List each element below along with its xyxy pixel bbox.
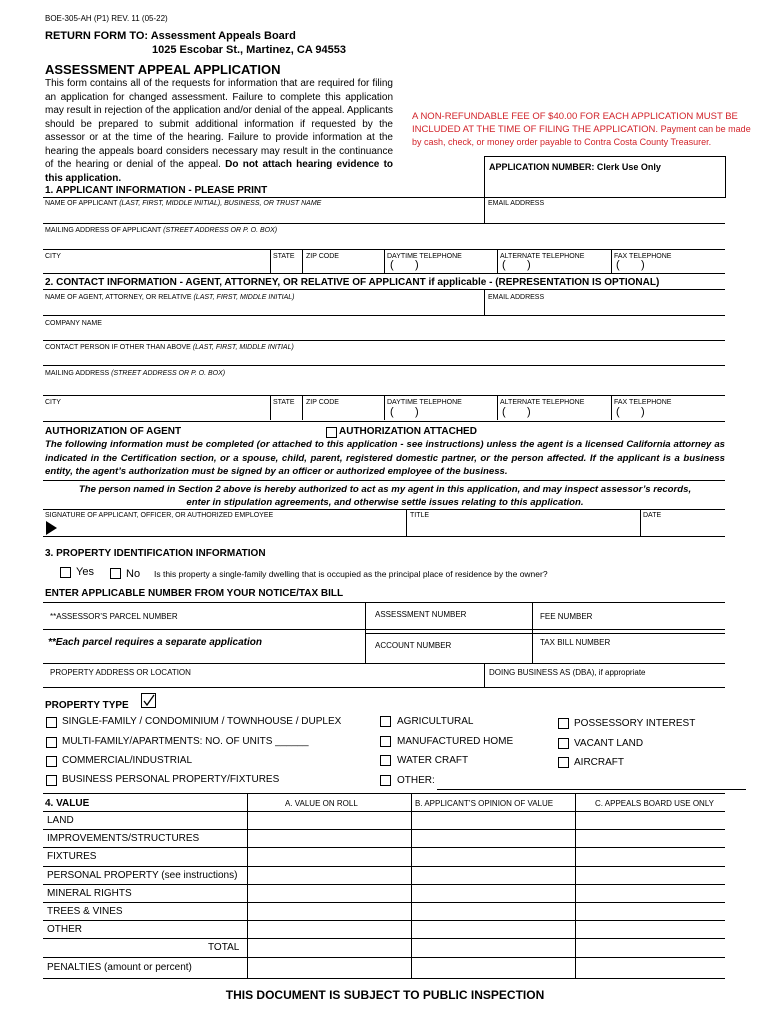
applicant-zip-label: ZIP CODE [306, 253, 339, 260]
applicant-name-label: NAME OF APPLICANT (LAST, FIRST, MIDDLE INITIAL), BUSINESS, OR TRUST NAME [45, 200, 322, 207]
apn-label: **ASSESSOR’S PARCEL NUMBER [50, 612, 178, 621]
property-type-heading: PROPERTY TYPE [45, 700, 129, 711]
business-property-label: BUSINESS PERSONAL PROPERTY/FIXTURES [62, 774, 280, 785]
manufactured-home-checkbox[interactable] [380, 736, 391, 747]
owner-occupied-yes-checkbox[interactable] [60, 567, 71, 578]
value-row-land: LAND [47, 815, 74, 826]
value-row-other: OTHER [47, 924, 82, 935]
signature-label: SIGNATURE OF APPLICANT, OFFICER, OR AUTHORIZED EMPLOYEE [45, 512, 274, 519]
contact-person-label: CONTACT PERSON IF OTHER THAN ABOVE (LAST, FIRST, MIDDLE INITIAL) [45, 344, 294, 351]
authorization-heading: AUTHORIZATION OF AGENT [45, 426, 182, 437]
signature-input[interactable] [60, 521, 404, 537]
vacant-land-label: VACANT LAND [574, 738, 644, 749]
vacant-land-checkbox[interactable] [558, 738, 569, 749]
applicant-fax-label: FAX TELEPHONE [614, 253, 672, 260]
authorization-text: The following information must be completed (or attached to this application - see instructions) unless the agent is a licensed California attorney as indicated in the Certification section, or a spouse, child, parent, registered domestic partner, or the person affected. If the applicant is a business entity, the agent’s authorization must be signed by an officer or authorized employee of the business. [45, 439, 725, 477]
value-row-total: TOTAL [208, 942, 240, 953]
owner-occupied-question: Is this property a single-family dwelling that is occupied as the principal place of residence by the owner? [154, 569, 548, 579]
footer-notice: THIS DOCUMENT IS SUBJECT TO PUBLIC INSPECTION [225, 988, 545, 1002]
agent-state-label: STATE [273, 399, 295, 406]
parcel-note: **Each parcel requires a separate application [48, 637, 262, 648]
owner-occupied-yes-label: Yes [76, 566, 94, 578]
dba-label: DOING BUSINESS AS (DBA), if appropriate [489, 668, 646, 677]
signature-arrow-icon [46, 521, 57, 535]
agent-day-phone-label: DAYTIME TELEPHONE [387, 399, 462, 406]
agent-zip-label: ZIP CODE [306, 399, 339, 406]
fee-number-label: FEE NUMBER [540, 612, 593, 621]
agent-mailing-label: MAILING ADDRESS (STREET ADDRESS OR P. O. BOX) [45, 370, 226, 377]
agent-email-label: EMAIL ADDRESS [488, 294, 545, 301]
section1-heading: 1. APPLICANT INFORMATION - PLEASE PRINT [45, 185, 268, 196]
agricultural-checkbox[interactable] [380, 716, 391, 727]
title-label: TITLE [410, 512, 430, 519]
agent-fax-label: FAX TELEPHONE [614, 399, 672, 406]
value-row-penalties: PENALTIES (amount or percent) [47, 962, 192, 973]
other-label: OTHER: [397, 775, 435, 786]
value-row-personal-property: PERSONAL PROPERTY (see instructions) [47, 870, 238, 881]
form-id: BOE-305-AH (P1) REV. 11 (05-22) [45, 14, 168, 23]
agent-city-label: CITY [45, 399, 61, 406]
other-input[interactable] [437, 774, 746, 790]
agent-alt-phone-label: ALTERNATE TELEPHONE [500, 399, 585, 406]
single-family-label: SINGLE-FAMILY / CONDOMINIUM / TOWNHOUSE / DUPLEX [62, 716, 342, 727]
value-row-fixtures: FIXTURES [47, 851, 97, 862]
applicant-day-phone-label: DAYTIME TELEPHONE [387, 253, 462, 260]
section3-heading: 3. PROPERTY IDENTIFICATION INFORMATION [45, 548, 266, 559]
commercial-label: COMMERCIAL/INDUSTRIAL [62, 755, 193, 766]
page-title: ASSESSMENT APPEAL APPLICATION [45, 62, 281, 77]
fee-notice: A NON-REFUNDABLE FEE OF $40.00 FOR EACH APPLICATION MUST BE INCLUDED AT THE TIME OF FILING THE APPLICATION. Payment can be made by cash, check, or money order payable to Contra Costa County Treasurer. [412, 111, 751, 147]
value-row-improvements: IMPROVEMENTS/STRUCTURES [47, 833, 200, 844]
section2-heading: 2. CONTACT INFORMATION - AGENT, ATTORNEY, OR RELATIVE OF APPLICANT if applicable - (REPRESENTATION IS OPTIONAL) [45, 277, 660, 288]
applicant-mailing-label: MAILING ADDRESS OF APPLICANT (STREET ADDRESS OR P. O. BOX) [45, 227, 278, 234]
enter-number-heading: ENTER APPLICABLE NUMBER FROM YOUR NOTICE/TAX BILL [45, 588, 344, 599]
applicant-state-label: STATE [273, 253, 295, 260]
agent-name-label: NAME OF AGENT, ATTORNEY, OR RELATIVE (LAST, FIRST, MIDDLE INITIAL) [45, 294, 295, 301]
water-craft-label: WATER CRAFT [397, 755, 469, 766]
owner-occupied-no-label: No [126, 568, 141, 580]
application-number-box[interactable] [484, 156, 726, 198]
value-col-a: A. VALUE ON ROLL [285, 799, 358, 808]
authorization-attached-checkbox[interactable] [326, 427, 337, 438]
tax-bill-number-label: TAX BILL NUMBER [540, 638, 611, 647]
water-craft-checkbox[interactable] [380, 755, 391, 766]
date-label: DATE [643, 512, 662, 519]
applicant-email-label: EMAIL ADDRESS [488, 200, 545, 207]
value-col-b: B. APPLICANT’S OPINION OF VALUE [415, 799, 554, 808]
authorization-statement: The person named in Section 2 above is hereby authorized to act as my agent in this application, and may inspect assessor’s records, enter in stipulation agreements, and otherwise settle issues relating to this application. [78, 484, 692, 508]
manufactured-home-label: MANUFACTURED HOME [397, 736, 514, 747]
applicant-city-label: CITY [45, 253, 61, 260]
other-checkbox[interactable] [380, 775, 391, 786]
intro-text: This form contains all of the requests for information that are required for filing an application for changed assessment. Failure to complete this application may result in rejection of the application and/or denial of the appeal. Applicants should be prepared to submit additional information if requested by the assessor or at the time of the hearing. Failure to provide information at the hearing the appeals board considers necessary may result in the continuance of the hearing or denial of the appeal. Do not attach hearing evidence to this application. [45, 78, 394, 184]
section4-heading: 4. VALUE [45, 798, 90, 809]
applicant-mailing-input[interactable] [45, 236, 725, 250]
single-family-checkbox[interactable] [46, 717, 57, 728]
application-number-label: APPLICATION NUMBER: Clerk Use Only [489, 162, 661, 172]
multi-family-label: MULTI-FAMILY/APARTMENTS: NO. OF UNITS ______ [62, 736, 309, 747]
aircraft-checkbox[interactable] [558, 757, 569, 768]
multi-family-checkbox[interactable] [46, 737, 57, 748]
owner-occupied-no-checkbox[interactable] [110, 568, 121, 579]
aircraft-label: AIRCRAFT [574, 757, 624, 768]
account-number-label: ACCOUNT NUMBER [375, 641, 452, 650]
company-name-label: COMPANY NAME [45, 320, 102, 327]
return-label: RETURN FORM TO: Assessment Appeals Board [45, 30, 296, 42]
value-col-c: C. APPEALS BOARD USE ONLY [595, 799, 715, 808]
property-type-checkmark-icon [141, 693, 156, 708]
return-address: 1025 Escobar St., Martinez, CA 94553 [152, 44, 347, 56]
possessory-interest-checkbox[interactable] [558, 718, 569, 729]
applicant-alt-phone-label: ALTERNATE TELEPHONE [500, 253, 585, 260]
agricultural-label: AGRICULTURAL [397, 716, 474, 727]
property-address-label: PROPERTY ADDRESS OR LOCATION [50, 668, 191, 677]
value-row-trees-vines: TREES & VINES [47, 906, 123, 917]
authorization-attached-label: AUTHORIZATION ATTACHED [339, 426, 477, 437]
possessory-interest-label: POSSESSORY INTEREST [574, 718, 696, 729]
business-property-checkbox[interactable] [46, 775, 57, 786]
assessment-number-label: ASSESSMENT NUMBER [375, 610, 467, 619]
value-row-mineral-rights: MINERAL RIGHTS [47, 888, 132, 899]
commercial-checkbox[interactable] [46, 756, 57, 767]
